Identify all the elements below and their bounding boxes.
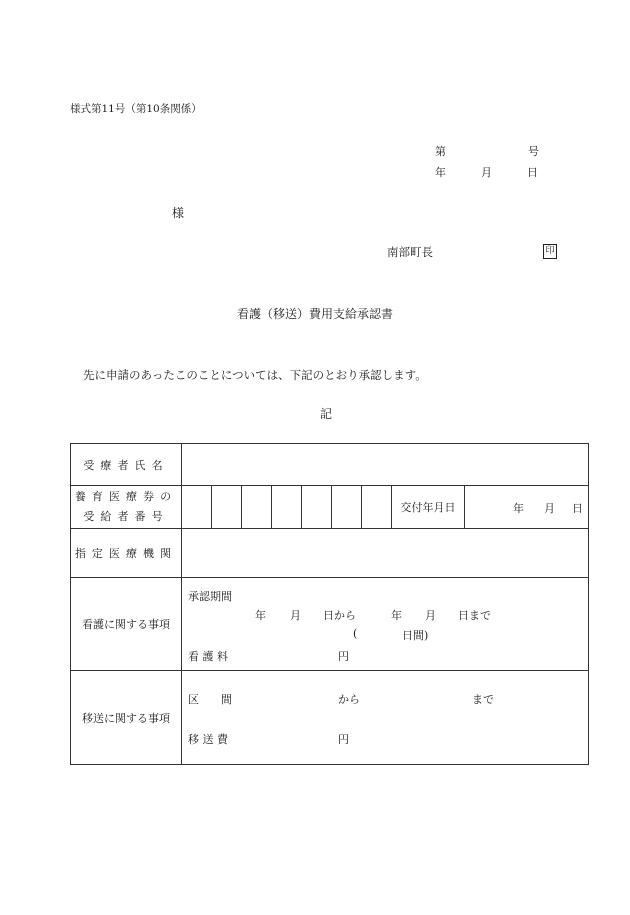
body-text: 先に申請のあったこのことについては、下記のとおり承認します。 bbox=[83, 368, 427, 382]
patient-name-label-cell bbox=[71, 444, 182, 486]
digit-box[interactable] bbox=[361, 486, 391, 528]
period-days-open: ( bbox=[353, 627, 358, 640]
date-year: 年 bbox=[435, 166, 446, 179]
row-institution bbox=[71, 529, 589, 578]
digit-box[interactable] bbox=[211, 486, 241, 528]
transport-label: 移送に関する事項 bbox=[82, 711, 170, 725]
insurance-label-line1: 養育医療券の bbox=[74, 490, 178, 503]
row-patient-name bbox=[71, 444, 589, 486]
digit-box[interactable] bbox=[331, 486, 361, 528]
transport-fee-yen: 円 bbox=[338, 733, 349, 746]
issue-year: 年 bbox=[513, 502, 524, 515]
period-start-day: 日から bbox=[323, 609, 356, 622]
insurance-number-boxes bbox=[182, 486, 392, 529]
date-month: 月 bbox=[481, 166, 492, 179]
transport-fee-label: 移 送 費 bbox=[188, 733, 228, 746]
period-start-month: 月 bbox=[290, 609, 301, 622]
issue-date-field[interactable] bbox=[465, 486, 589, 529]
doc-number-suffix: 号 bbox=[528, 145, 539, 158]
issue-date-label-cell bbox=[392, 486, 465, 529]
date-day: 日 bbox=[527, 166, 538, 179]
institution-label-cell bbox=[71, 529, 182, 578]
nursing-fee-yen: 円 bbox=[338, 650, 349, 663]
digit-box[interactable] bbox=[241, 486, 271, 528]
recipient-suffix: 様 bbox=[172, 206, 185, 220]
row-transport bbox=[71, 671, 589, 765]
transport-field bbox=[182, 671, 589, 765]
period-days-close: 日間) bbox=[402, 629, 429, 642]
period-start-year: 年 bbox=[255, 609, 266, 622]
issue-month: 月 bbox=[544, 502, 555, 515]
digit-box[interactable] bbox=[271, 486, 301, 528]
doc-number-prefix: 第 bbox=[435, 145, 446, 158]
approval-period-label: 承認期間 bbox=[188, 590, 232, 603]
period-end-year: 年 bbox=[391, 609, 402, 622]
patient-name-field[interactable] bbox=[182, 444, 589, 486]
nursing-label: 看護に関する事項 bbox=[82, 618, 170, 631]
transport-label-cell bbox=[71, 671, 182, 765]
insurance-label-cell bbox=[71, 486, 182, 529]
row-insurance-number bbox=[71, 486, 589, 529]
period-end-month: 月 bbox=[425, 609, 436, 622]
seal-mark: 印 bbox=[543, 244, 557, 259]
section-to: まで bbox=[472, 693, 494, 706]
digit-box[interactable] bbox=[182, 486, 211, 528]
nursing-field bbox=[182, 578, 589, 671]
institution-label: 指定医療機関 bbox=[74, 547, 178, 560]
ki-heading: 記 bbox=[319, 407, 332, 421]
insurance-label-line2: 受給者番号 bbox=[83, 510, 169, 523]
row-nursing bbox=[71, 578, 589, 671]
document-title: 看護（移送）費用支給承認書 bbox=[236, 307, 393, 321]
issuer-name: 南部町長 bbox=[387, 245, 433, 259]
digit-box[interactable] bbox=[301, 486, 331, 528]
section-from: から bbox=[338, 693, 360, 706]
form-number: 様式第11号（第10条関係） bbox=[70, 103, 202, 115]
nursing-label-cell bbox=[71, 578, 182, 671]
issue-day: 日 bbox=[572, 502, 583, 515]
patient-name-label: 受療者氏名 bbox=[83, 458, 169, 472]
section-label: 区 間 bbox=[188, 693, 232, 706]
period-end-day: 日まで bbox=[458, 609, 491, 622]
approval-table bbox=[70, 443, 589, 765]
institution-field[interactable] bbox=[182, 529, 589, 578]
nursing-fee-label: 看 護 料 bbox=[188, 650, 228, 663]
issue-date-label: 交付年月日 bbox=[400, 501, 456, 514]
